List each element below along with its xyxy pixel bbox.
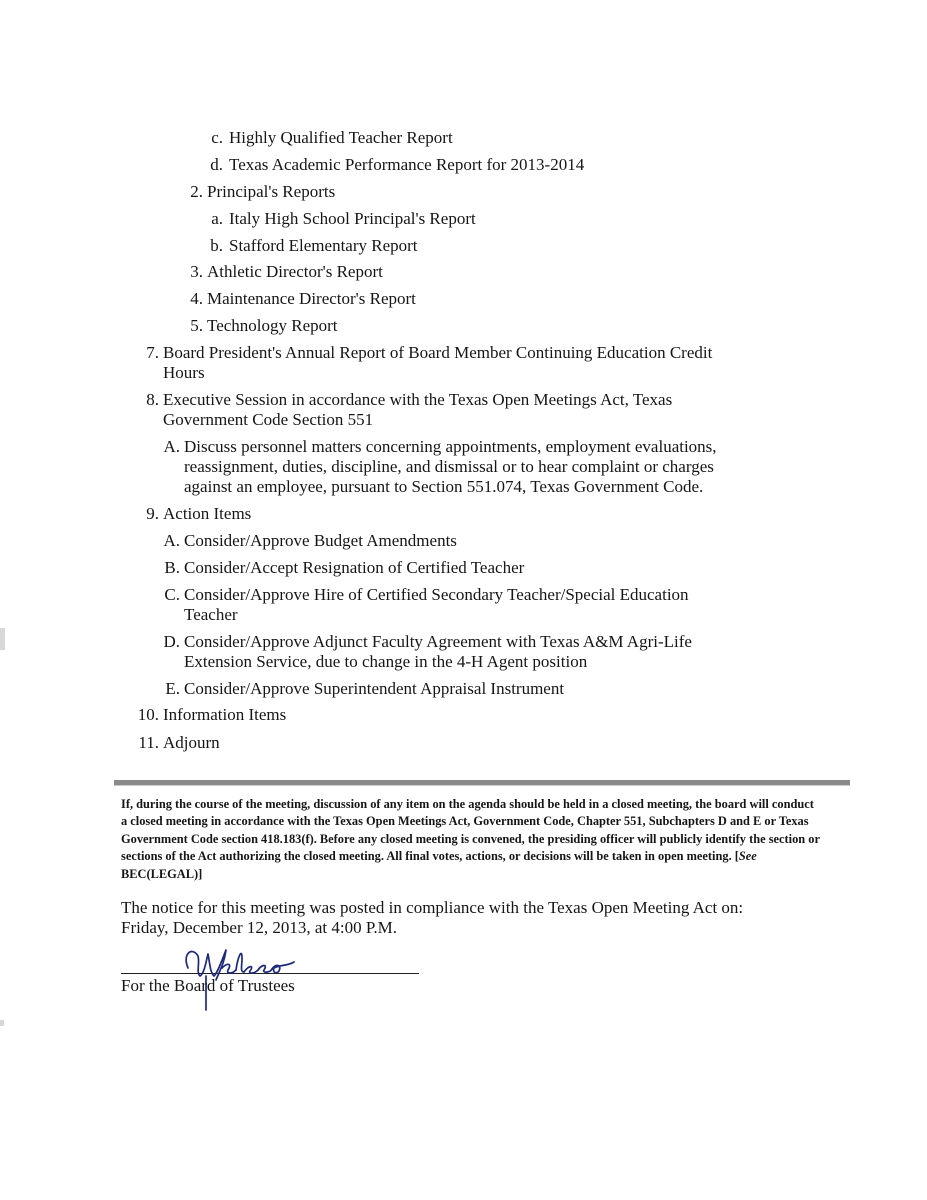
item-text: Teacher	[184, 605, 238, 624]
section-divider	[114, 780, 850, 785]
item-marker: b.	[210, 236, 223, 255]
item-text: Government Code Section 551	[163, 410, 374, 429]
agenda-item-8A	[163, 437, 717, 457]
agenda-item-7	[146, 343, 713, 363]
agenda-item-8A-cont	[184, 457, 714, 477]
item-text: Athletic Director's Report	[207, 262, 383, 281]
item-text: Adjourn	[163, 733, 220, 752]
agenda-item-9B	[164, 558, 525, 578]
item-text: against an employee, pursuant to Section 551.074, Texas Government Code.	[184, 477, 704, 496]
notice-line-1: The notice for this meeting was posted in compliance with the Texas Open Meeting Act on:	[121, 898, 744, 917]
agenda-item-8A-cont	[184, 477, 703, 497]
item-marker: 10.	[137, 705, 159, 724]
item-text: Information Items	[163, 705, 287, 724]
item-marker: 8.	[146, 390, 159, 409]
item-text: Italy High School Principal's Report	[229, 209, 476, 228]
item-text: Consider/Approve Budget Amendments	[184, 531, 457, 550]
agenda-item-3	[190, 262, 383, 282]
agenda-item-1c	[211, 128, 453, 148]
item-text: reassignment, duties, discipline, and dismissal or to hear complaint or charges	[184, 457, 714, 476]
scan-artifact	[0, 628, 5, 650]
agenda-item-1d	[210, 155, 585, 175]
agenda-item-8-cont	[163, 410, 373, 430]
item-text: Consider/Approve Adjunct Faculty Agreement with Texas A&M Agri-Life	[184, 632, 692, 651]
item-text: Hours	[163, 363, 205, 382]
footnote-ref: BEC(LEGAL)]	[121, 866, 203, 881]
posting-notice	[121, 898, 841, 938]
item-marker: B.	[164, 558, 180, 577]
agenda-item-2a	[211, 209, 476, 229]
item-marker: d.	[210, 155, 223, 174]
item-text: Consider/Approve Superintendent Appraisal Instrument	[184, 679, 565, 698]
agenda-item-8	[146, 390, 673, 410]
item-marker: 2.	[190, 182, 203, 201]
item-marker: A.	[163, 531, 180, 550]
agenda-item-9C	[164, 585, 689, 605]
agenda-item-9D	[163, 632, 692, 652]
item-text: Consider/Accept Resignation of Certified Teacher	[184, 558, 525, 577]
agenda-item-9E	[165, 679, 565, 699]
item-marker: 3.	[190, 262, 203, 281]
agenda-item-2	[190, 182, 336, 202]
footnote-text: If, during the course of the meeting, discussion of any item on the agenda should be held in a closed meeting, the board will conduct a closed meeting in accordance with the Texas Open Meetings Act, Government Code, Chapter 551, Subchapters D and E or Texas Government Code section 418.183(f). Before any closed meeting is convened, the presiding officer will publicly identify the section or sections of the Act authorizing the closed meeting. All final votes, actions, or decisions will be taken in open meeting. [	[121, 797, 820, 864]
agenda-item-9D-cont	[184, 652, 587, 672]
agenda-item-4	[190, 289, 416, 309]
agenda-item-7-cont	[163, 363, 205, 383]
item-text: Principal's Reports	[207, 182, 336, 201]
scan-artifact	[0, 1020, 4, 1026]
item-text: Highly Qualified Teacher Report	[229, 128, 453, 147]
item-marker: 4.	[190, 289, 203, 308]
item-marker: C.	[164, 585, 180, 604]
agenda-item-10	[137, 705, 287, 725]
agenda-item-5	[190, 316, 338, 336]
item-marker: 5.	[190, 316, 203, 335]
item-marker: a.	[211, 209, 223, 228]
item-marker: 7.	[146, 343, 159, 362]
signature-label: For the Board of Trustees	[121, 976, 295, 995]
item-text: Technology Report	[207, 316, 338, 335]
item-marker: c.	[211, 128, 223, 147]
agenda-item-9C-cont	[184, 605, 238, 625]
item-marker: 9.	[146, 504, 159, 523]
agenda-item-2b	[210, 236, 418, 256]
item-text: Action Items	[163, 504, 252, 523]
item-marker: D.	[163, 632, 180, 651]
item-text: Executive Session in accordance with the Texas Open Meetings Act, Texas	[163, 390, 673, 409]
item-text: Extension Service, due to change in the 4-H Agent position	[184, 652, 588, 671]
item-text: Discuss personnel matters concerning appointments, employment evaluations,	[184, 437, 717, 456]
item-text: Maintenance Director's Report	[207, 289, 416, 308]
item-text: Stafford Elementary Report	[229, 236, 418, 255]
item-marker: A.	[163, 437, 180, 456]
item-text: Texas Academic Performance Report for 2013-2014	[229, 155, 585, 174]
item-text: Board President's Annual Report of Board Member Continuing Education Credit	[163, 343, 713, 362]
agenda-item-9A	[163, 531, 457, 551]
footnote-see: See	[738, 849, 757, 864]
closed-meeting-footnote	[121, 796, 821, 883]
agenda-item-11	[138, 733, 220, 753]
item-marker: 11.	[138, 733, 159, 752]
notice-line-2: Friday, December 12, 2013, at 4:00 P.M.	[121, 918, 398, 937]
item-marker: E.	[165, 679, 180, 698]
item-text: Consider/Approve Hire of Certified Secondary Teacher/Special Education	[184, 585, 689, 604]
agenda-item-9	[146, 504, 252, 524]
